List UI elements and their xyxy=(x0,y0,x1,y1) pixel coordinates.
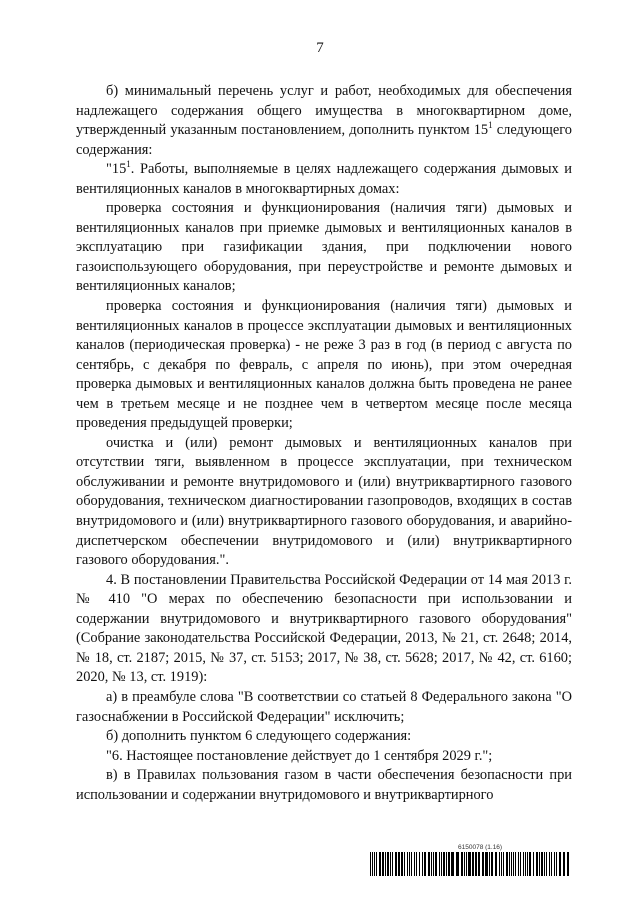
paragraph-check-on-acceptance: проверка состояния и функционирования (наличия тяги) дымовых и вентиляционных каналов при приемке дымовых и вентиляционных каналов в эксплуатацию при газификации здания, при подключении нового газоиспользующего оборудования, при переустройстве и ремонте дымовых и вентиляционных каналов; xyxy=(76,200,572,295)
superscript: 1 xyxy=(126,159,131,170)
paragraph-b-min-list: б) минимальный перечень услуг и работ, необходимых для обеспечения надлежащего содержания общего имущества в многоквартирном доме, утвержденный указанным постановлением, дополнить пунктом $15^1$ следующего содержания: xyxy=(76,83,573,158)
superscript: 1 xyxy=(488,120,493,131)
paragraph-item-15-1-heading: "$15^1$. Работы, выполняемые в целях надлежащего содержания дымовых и вентиляционных каналов в многоквартирных домах: xyxy=(76,159,572,197)
paragraph-periodic-check: проверка состояния и функционирования (наличия тяги) дымовых и вентиляционных каналов в процессе эксплуатации дымовых и вентиляционных каналов (периодическая проверка) - не реже 3 раз в год (в период с августа по сентябрь, с декабря по февраль, с апреля по июнь), при этом очередная проверка дымовых и вентиляционных каналов должна быть проведена не ранее чем в третьем месяце и не позднее чем в четвертом месяце после месяца проведения предыдущей проверки; xyxy=(76,298,572,432)
page-number: 7 xyxy=(316,40,324,56)
paragraph-v-gas-rules: в) в Правилах пользования газом в части обеспечения безопасности при использовании и содержании внутридомового и внутриквартирного xyxy=(76,767,572,803)
document-body xyxy=(76,82,572,805)
paragraph-item-6-text: "6. Настоящее постановление действует до 1 сентября 2029 г."; xyxy=(106,747,493,764)
paragraph-b-add-item-6: б) дополнить пунктом 6 следующего содержания: xyxy=(106,728,412,745)
paragraph-a-preamble: а) в преамбуле слова "В соответствии со статьей 8 Федерального закона "О газоснабжении в Российской Федерации" исключить; xyxy=(76,688,572,725)
barcode-icon xyxy=(370,852,572,876)
document-code: 6150078 (1.16) xyxy=(458,844,503,851)
paragraph-cleaning-repair: очистка и (или) ремонт дымовых и вентиляционных каналов при отсутствии тяги, выявленном в процессе эксплуатации, при техническом обслуживании и ремонте внутридомового и (или) внутриквартирного газового оборудования, техническом диагностировании газопроводов, входящих в состав внутридомового и (или) внутриквартирного газового оборудования, и аварийно-диспетчерском обеспечении внутридомового и (или) внутриквартирного газового оборудования.". xyxy=(76,434,572,569)
paragraph-item-4-resolution-410: 4. В постановлении Правительства Российской Федерации от 14 мая 2013 г. № 410 "О мерах по обеспечению безопасности при использовании и содержании внутридомового и внутриквартирного газового оборудования" (Собрание законодательства Российской Федерации, 2013, № 21, ст. 2648; 2014, № 18, ст. 2187; 2015, № 37, ст. 5153; 2017, № 38, ст. 5628; 2017, № 42, ст. 6160; 2020, № 13, ст. 1919): xyxy=(76,571,572,686)
